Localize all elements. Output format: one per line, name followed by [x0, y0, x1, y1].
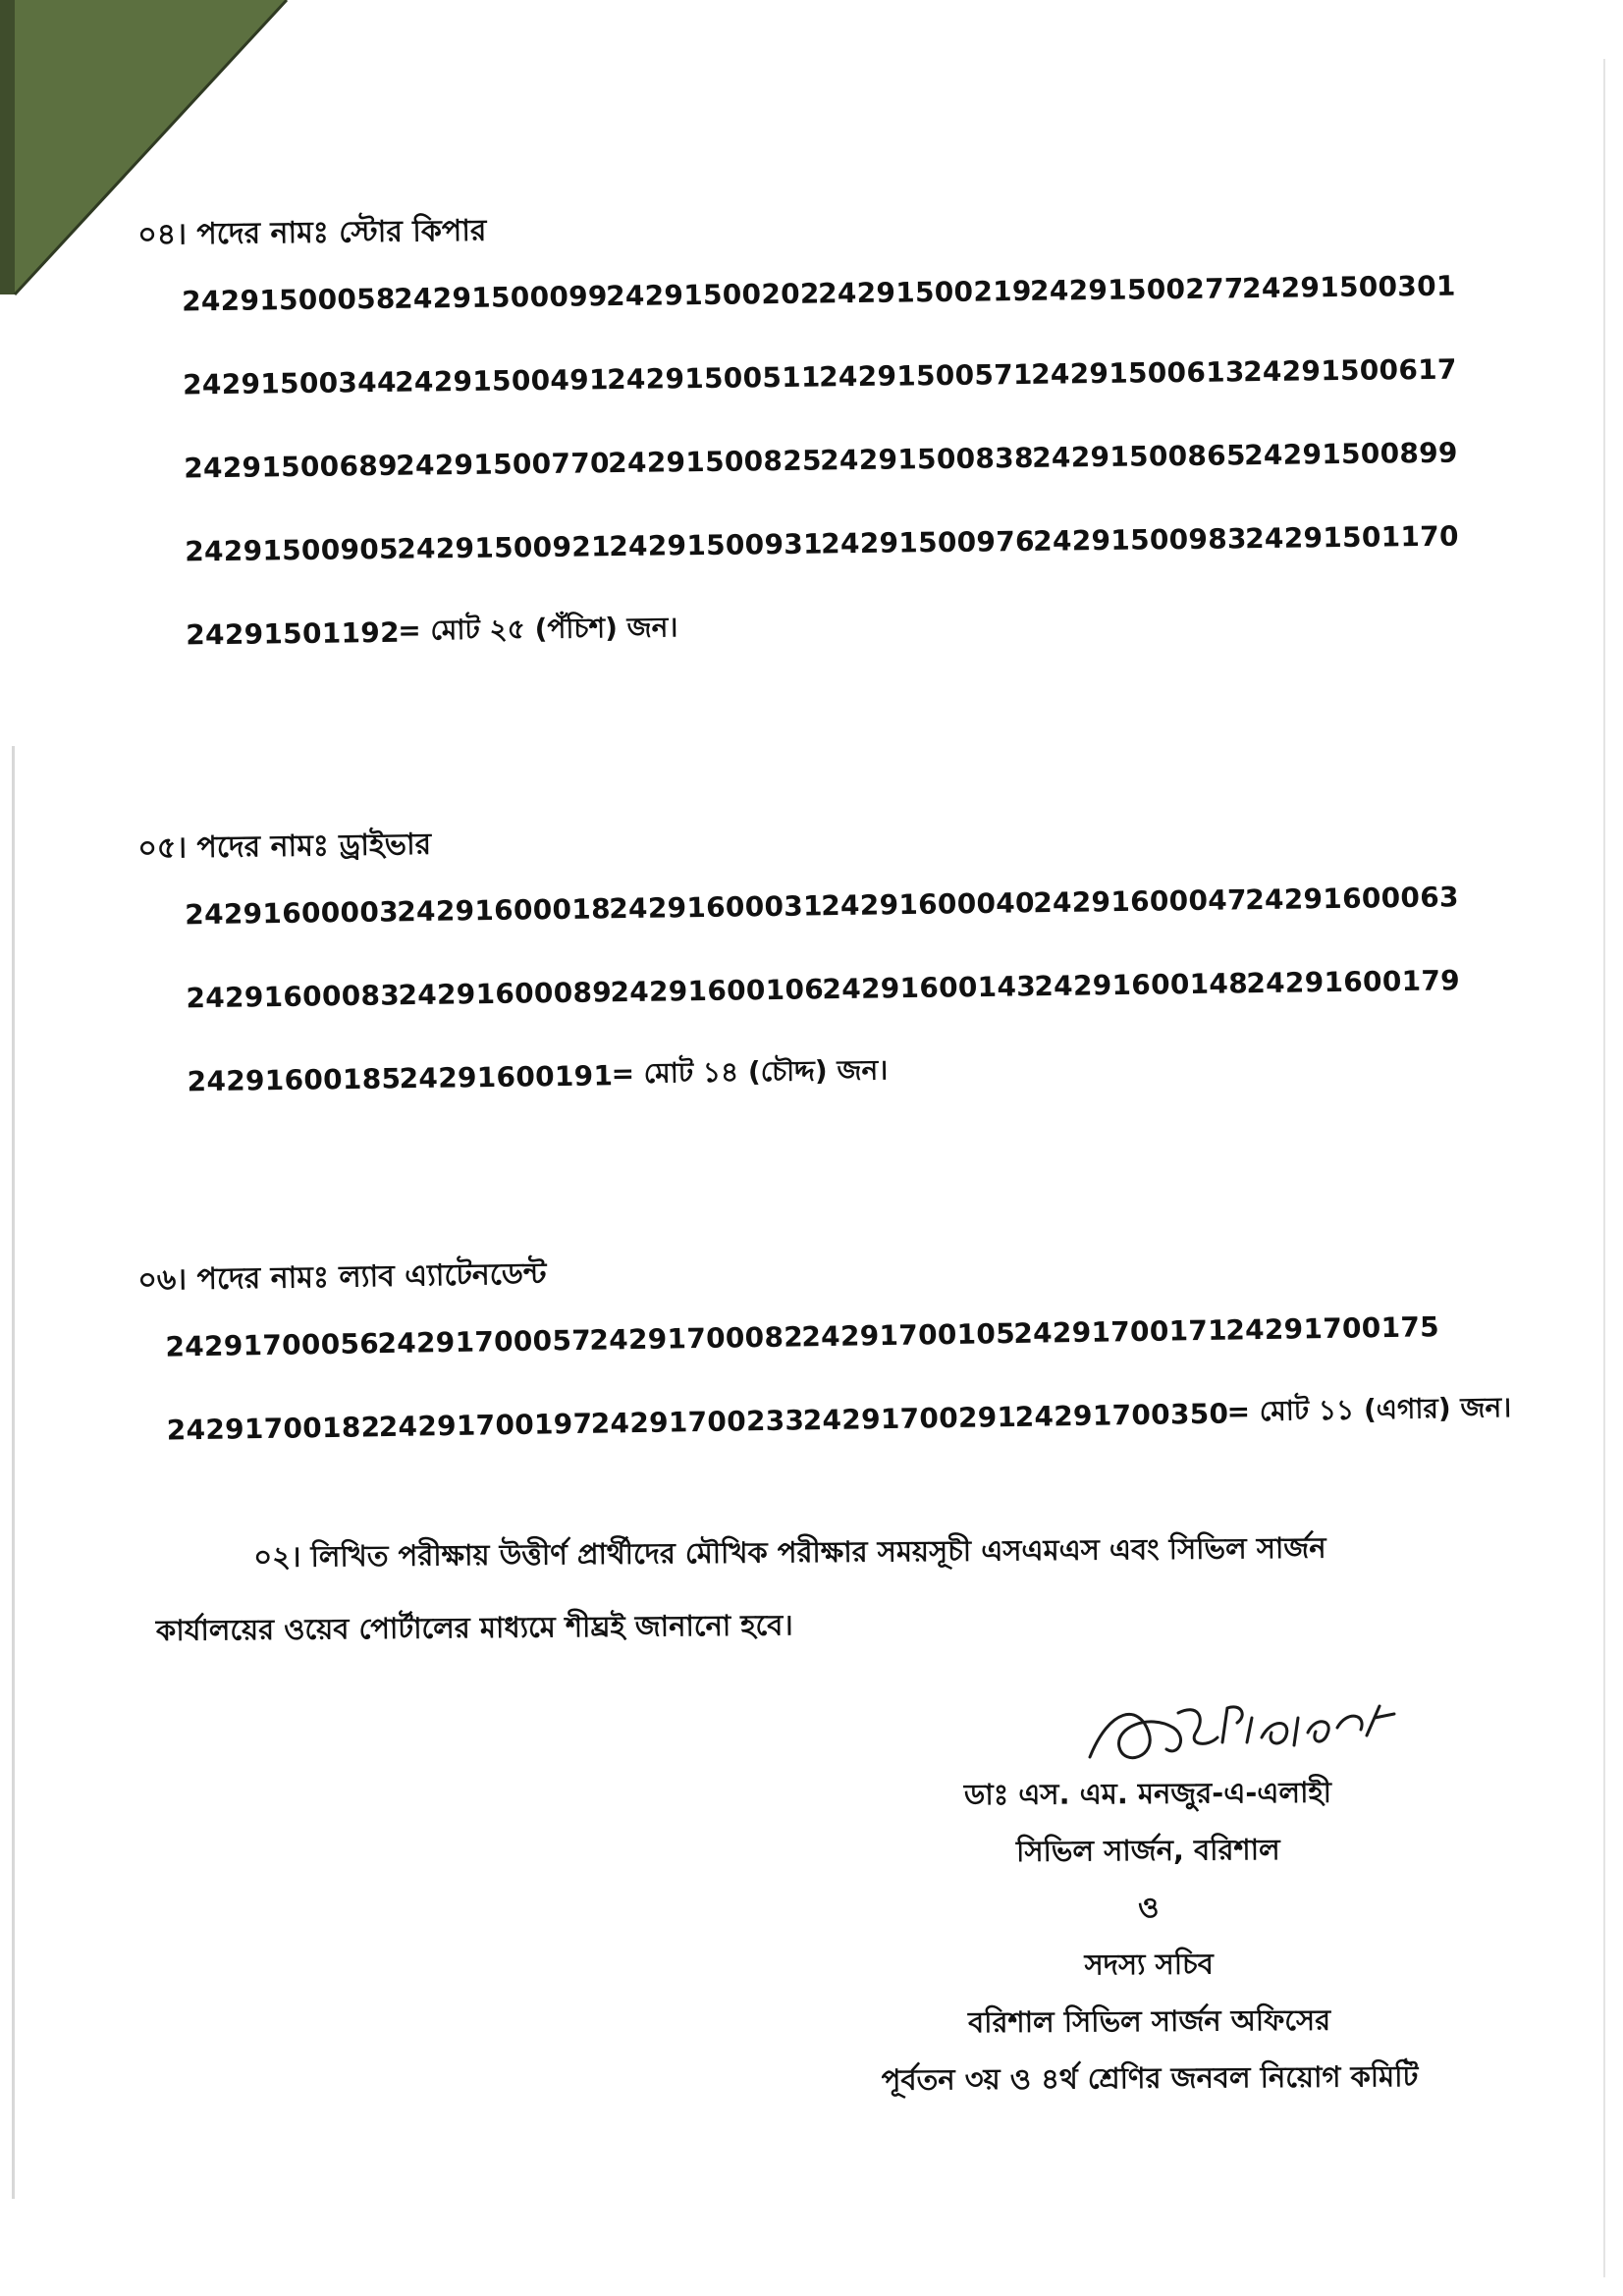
- roll-number: 24291500689: [184, 449, 398, 485]
- roll-number: 24291500301: [1241, 269, 1456, 305]
- signatory-name: ডাঃ এস. এম. মনজুর-এ-এলাহী: [963, 1775, 1332, 1812]
- viva-schedule-note: ০২। লিখিত পরীক্ষায় উত্তীর্ণ প্রার্থীদের মৌখিক পরীক্ষার সময়সূচী এসএমএস এবং সিভিল সার্জন কার্যালয়ের ওয়েব পোর্টালের মাধ্যমে শীঘ্রই জানানো হবে।: [155, 1530, 1326, 1647]
- roll-number: 24291500202: [605, 277, 820, 313]
- roll-number: 24291600089: [398, 976, 613, 1012]
- total-count: = মোট ২৫ (পঁচিশ) জন।: [398, 611, 678, 647]
- roll-number: 24291600143: [822, 970, 1037, 1006]
- roll-number-list: [165, 1284, 1516, 1472]
- roll-number: 24291500277: [1029, 272, 1244, 307]
- roll-number: 24291600040: [820, 886, 1036, 923]
- roll-number: 24291500491: [394, 363, 609, 399]
- roll-number: 24291600148: [1034, 967, 1249, 1003]
- roll-number: 24291600031: [609, 889, 824, 926]
- roll-number: 24291600083: [186, 979, 401, 1015]
- scan-right-edge: [1603, 59, 1605, 2277]
- section-heading: ০৬। পদের নামঃ ল্যাব এ্যাটেনডেন্ট: [137, 1256, 547, 1298]
- roll-number: 24291700233: [590, 1404, 805, 1440]
- roll-number: 24291500905: [185, 532, 400, 568]
- roll-number: 24291600191: [399, 1059, 614, 1095]
- roll-row: [183, 327, 1515, 427]
- roll-number: 24291700057: [377, 1323, 592, 1361]
- roll-number: 24291500770: [395, 447, 610, 482]
- roll-number: 24291600047: [1032, 883, 1248, 920]
- roll-number: 24291500571: [818, 357, 1033, 394]
- roll-number: 24291500099: [393, 280, 608, 315]
- roll-number: 24291500344: [182, 365, 397, 401]
- signatory-committee: পূর্বতন ৩য় ও ৪র্থ শ্রেণির জনবল নিয়োগ কমিটি: [881, 2059, 1419, 2097]
- roll-number: 24291500511: [606, 360, 821, 397]
- roll-number: 24291500825: [607, 444, 822, 480]
- section-heading: ০৫। পদের নামঃ ড্রাইভার: [137, 827, 432, 866]
- roll-number: 24291500976: [820, 524, 1035, 561]
- roll-number: 24291500899: [1243, 436, 1458, 472]
- roll-number: 24291500613: [1030, 355, 1245, 391]
- total-count: = মোট ১১ (এগার) জন।: [1226, 1391, 1512, 1428]
- roll-number: 24291500983: [1032, 522, 1247, 558]
- roll-number: 24291600106: [610, 973, 825, 1009]
- roll-number-list: [182, 243, 1518, 677]
- roll-number: 24291700291: [802, 1400, 1017, 1437]
- roll-row: [186, 577, 1518, 677]
- scan-left-edge: [12, 746, 15, 2199]
- roll-row: [187, 1021, 1516, 1123]
- roll-number-list: [185, 854, 1516, 1123]
- section-heading: ০৪। পদের নামঃ স্টোর কিপার: [137, 213, 487, 252]
- roll-number: 24291500931: [609, 527, 824, 563]
- roll-number: 24291500865: [1031, 439, 1246, 474]
- roll-number: 24291700082: [589, 1320, 804, 1357]
- post-section-store-keeper: [137, 194, 1518, 677]
- roll-number: 24291600185: [187, 1062, 402, 1098]
- signatory-designation: সিভিল সার্জন, বরিশাল: [1015, 1833, 1280, 1868]
- roll-row: [182, 243, 1514, 344]
- roll-number: 24291700105: [801, 1316, 1016, 1354]
- roll-row: [185, 494, 1517, 594]
- roll-number: 24291500838: [819, 441, 1034, 477]
- signatory-conjunction: ও: [1137, 1890, 1160, 1925]
- signature-block: [853, 1763, 1444, 2109]
- roll-number: 24291700197: [378, 1407, 593, 1444]
- signatory-office: বরিশাল সিভিল সার্জন অফিসের: [967, 2002, 1331, 2040]
- roll-number: 24291700171: [1013, 1313, 1228, 1350]
- roll-number: 24291500058: [181, 282, 396, 318]
- roll-number: 24291500219: [817, 274, 1032, 310]
- roll-row: [184, 410, 1516, 510]
- post-section-driver: [137, 805, 1516, 1124]
- roll-number: 24291600179: [1246, 964, 1461, 1000]
- roll-number: 24291600018: [397, 892, 612, 929]
- post-section-lab-attendant: [137, 1235, 1515, 1472]
- roll-number: 24291500617: [1242, 352, 1457, 389]
- roll-number: 24291700350: [1014, 1397, 1229, 1433]
- roll-number: 24291700175: [1225, 1310, 1440, 1347]
- total-count: = মোট ১৪ (চৌদ্দ) জন।: [611, 1053, 889, 1091]
- roll-number: 24291700182: [166, 1411, 381, 1447]
- roll-number: 24291600003: [185, 895, 400, 932]
- roll-number: 24291501170: [1244, 519, 1459, 556]
- roll-number: 24291501192: [186, 615, 401, 652]
- roll-number: 24291500921: [397, 530, 612, 565]
- roll-number: 24291700056: [165, 1327, 380, 1363]
- signatory-role: সদস্য সচিব: [1084, 1947, 1214, 1982]
- roll-number: 24291600063: [1244, 881, 1460, 917]
